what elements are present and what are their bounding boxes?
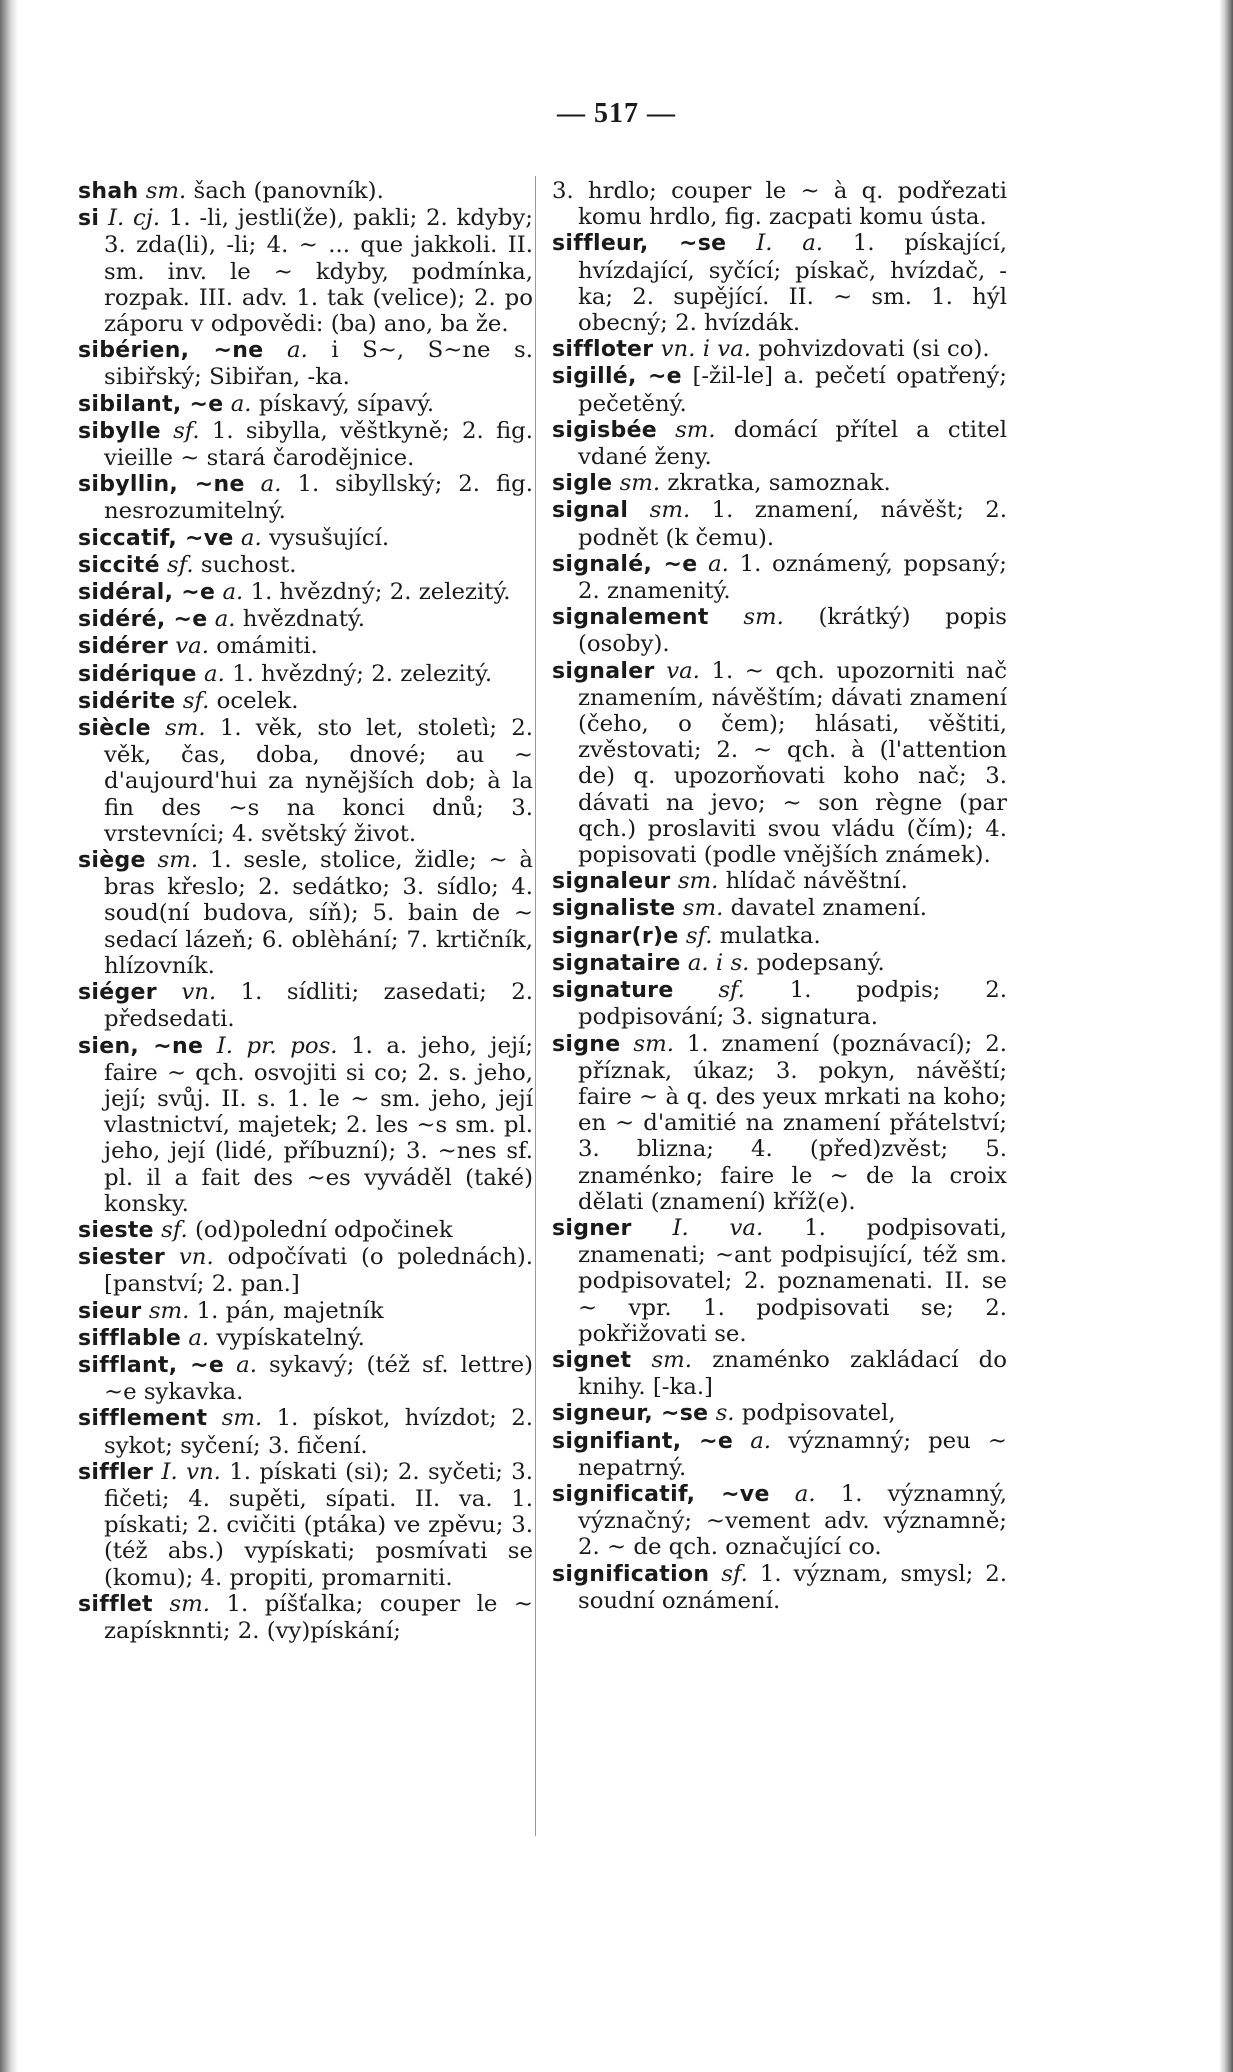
entry-headword: sien, ~ne (78, 1033, 204, 1059)
dictionary-entry (552, 604, 1007, 657)
dictionary-entry (78, 418, 533, 471)
entry-headword: signe (552, 1031, 621, 1057)
entry-definition: odpočívati (o polednách). [panství; 2. pan.] (104, 1244, 534, 1298)
entry-definition: 1. pán, majetník (196, 1297, 384, 1324)
dictionary-entry (78, 1591, 533, 1644)
entry-grammar: sm. (682, 895, 724, 922)
entry-grammar: a. (750, 1427, 772, 1454)
entry-definition: znaménko zakládací do knihy. [-ka.] (578, 1346, 1008, 1401)
entry-grammar: a. (230, 390, 252, 417)
entry-grammar: I. vn. (161, 1458, 221, 1485)
entry-definition: 3. hrdlo; couper le ~ à q. podřezati komu hrdlo, fig. zacpati komu ústa. (552, 178, 1007, 231)
entry-grammar: a. (222, 579, 244, 606)
entry-headword: signaliste (552, 896, 676, 922)
entry-headword: sieur (78, 1298, 142, 1324)
entry-headword: siffler (78, 1459, 154, 1485)
entry-grammar: a. (708, 550, 729, 577)
dictionary-entry (552, 230, 1007, 336)
entry-grammar: sm. (649, 497, 691, 524)
entry-definition: vysušující. (268, 524, 390, 551)
dictionary-entry (78, 579, 533, 606)
dictionary-entry (552, 551, 1007, 604)
entry-definition: 1. sibylla, věštkyně; 2. fig. vieille ~ stará čarodějnice. (104, 417, 533, 472)
entry-definition: ocelek. (216, 687, 299, 714)
entry-grammar: vn. (178, 1244, 214, 1271)
dictionary-entry (552, 977, 1007, 1030)
entry-grammar: I. cj. (108, 205, 161, 232)
scan-edge-right (1219, 0, 1233, 2072)
entry-definition: podepsaný. (756, 949, 885, 976)
entry-definition: 1. význam, smysl; 2. soudní oznámení. (578, 1560, 1008, 1614)
entry-definition: hlídač návěštní. (725, 868, 908, 895)
entry-grammar: sf. (182, 687, 210, 714)
dictionary-entry (78, 391, 533, 418)
entry-headword: sibylle (78, 418, 161, 444)
entry-definition: hvězdnatý. (242, 606, 365, 633)
entry-headword: sibilant, ~e (78, 391, 224, 417)
entry-headword: sieste (78, 1217, 154, 1243)
scan-edge-left (0, 0, 18, 2072)
entry-headword: signifiant, ~e (552, 1428, 734, 1454)
entry-headword: shah (78, 179, 139, 204)
entry-definition: šach (panovník). (193, 178, 384, 204)
dictionary-entry (552, 950, 1007, 977)
entry-definition: 1. podpisovati, znamenati; ~ant podpisující, též sm. podpisovatel; 2. poznamenati. II. se ~ vpr. 1. podpisovati se; 2. pokřižovati se. (578, 1214, 1008, 1347)
entry-definition: pohvizdovati (si co). (758, 336, 990, 363)
entry-definition: 1. věk, sto let, stoletì; 2. věk, čas, doba, dnové; au ~ d'aujourd'hui za nynějších dob; à la fin des ~s na konci dnů; 3. vrstevníci; 4. světský život. (104, 715, 534, 847)
entry-headword: sifflet (78, 1591, 153, 1617)
dictionary-entry (78, 205, 533, 337)
entry-grammar: a. (260, 471, 282, 498)
entry-definition: 1. hvězdný; 2. zelezitý. (232, 660, 493, 687)
dictionary-entry (552, 470, 1007, 497)
entry-definition: podpisovatel, (741, 1400, 896, 1427)
dictionary-entry (78, 1033, 533, 1217)
dictionary-entry (552, 1428, 1007, 1481)
entry-definition: významný; peu ~ nepatrný. (578, 1427, 1008, 1481)
dictionary-entry (552, 923, 1007, 950)
dictionary-entry (78, 847, 533, 979)
dictionary-entry (78, 1298, 533, 1325)
entry-grammar: sm. (633, 1030, 674, 1057)
left-column (78, 178, 533, 1644)
entry-headword: sifflable (78, 1325, 182, 1351)
dictionary-entry (78, 715, 533, 847)
entry-definition: 1. podpis; 2. podpisování; 3. signatura. (578, 977, 1008, 1031)
entry-definition: 1. znamení, návěšt; 2. podnět (k čemu). (578, 497, 1008, 551)
entry-headword: signalement (552, 605, 709, 631)
dictionary-entry (78, 471, 533, 524)
entry-headword: sigisbée (552, 417, 658, 443)
dictionary-entry (552, 336, 1007, 363)
entry-grammar: sm. (677, 868, 719, 895)
entry-grammar: sm. (157, 847, 199, 874)
dictionary-entry (552, 417, 1007, 470)
entry-grammar: sf. (173, 417, 200, 444)
entry-definition: 1. a. jeho, její; faire ~ qch. osvojiti si co; 2. s. jeho, její; svůj. II. s. 1. le ~ sm. jeho, její vlastnictví, majetek; 2. les ~s sm. pl. jeho, její (lidé, příbuzní); 3. ~nes sf. pl. il a fait des ~es vyváděl (také) konsky. (104, 1032, 534, 1217)
entry-definition: suchost. (200, 551, 297, 578)
entry-headword: signaleur (552, 869, 671, 895)
entry-definition: (od)polední odpočinek (194, 1216, 453, 1243)
entry-headword: sigillé, ~e (552, 364, 682, 390)
entry-definition: 1. píšťalka; couper le ~ zapísknnti; 2. (vy)pískání; (104, 1590, 533, 1644)
dictionary-entry (552, 1481, 1007, 1561)
entry-definition: [-žil-le] a. pečetí opatřený; pečetěný. (578, 363, 1007, 417)
entry-grammar: sf. (167, 551, 194, 578)
entry-definition: 1. oznámený, popsaný; 2. znamenitý. (578, 550, 1007, 605)
entry-headword: siffleur, ~se (552, 231, 727, 257)
dictionary-entry (78, 1352, 533, 1405)
entry-grammar: a. (240, 524, 262, 551)
entry-definition: 1. pískati (si); 2. syčeti; 3. fičeti; 4. supěti, sípati. II. va. 1. pískati; 2. cvičiti (ptáka) ve zpěvu; 3. (též abs.) vypískati; posmívati se (komu); 4. propiti, promarniti. (104, 1458, 533, 1591)
entry-definition: sykavý; (též sf. lettre) ~e sykavka. (104, 1351, 533, 1406)
entry-grammar: I. a. (756, 230, 824, 257)
entry-headword: sibérien, ~ne (78, 338, 264, 364)
entry-headword: signal (552, 498, 629, 524)
dictionary-entry (552, 1215, 1007, 1347)
entry-headword: signeur, ~se (552, 1401, 709, 1427)
entry-definition: 1. významný, význačný; ~vement adv. významně; 2. ~ de qch. označující co. (578, 1480, 1008, 1561)
entry-definition: 1. hvězdný; 2. zelezitý. (250, 579, 511, 606)
right-column (552, 178, 1007, 1614)
entry-grammar: sf. (721, 1560, 748, 1587)
entry-grammar: I. va. (672, 1214, 764, 1241)
dictionary-entry (78, 1459, 533, 1591)
dictionary-entry (552, 1400, 1007, 1427)
entry-definition: pískavý, sípavý. (258, 390, 435, 417)
entry-headword: significatif, ~ve (552, 1481, 770, 1507)
entry-definition: davatel znamení. (730, 895, 928, 922)
dictionary-entry (78, 1325, 533, 1352)
entry-headword: signalé, ~e (552, 551, 698, 577)
entry-definition: 1. -li, jestli(že), pakli; 2. kdyby; 3. zda(li), -li; 4. ~ ... que jakkoli. II. sm. inv. le ~ kdyby, podmínka, rozpak. III. adv. 1. tak (velice); 2. po záporu v odpovědi: (ba) ano, ba že. (104, 205, 533, 338)
entry-definition: 1. pískot, hvízdot; 2. sykot; syčení; 3. fičení. (104, 1405, 533, 1459)
dictionary-entry (552, 363, 1007, 416)
entry-grammar: va. (175, 633, 209, 660)
entry-grammar: sf. (718, 977, 745, 1004)
dictionary-entry (78, 1244, 533, 1297)
entry-headword: signaler (552, 658, 655, 684)
dictionary-entry (552, 658, 1007, 869)
dictionary-entry (78, 661, 533, 688)
entry-headword: sidéral, ~e (78, 580, 216, 606)
entry-grammar: vn. i va. (660, 336, 751, 363)
entry-grammar: sm. (619, 470, 661, 497)
entry-grammar: sm. (221, 1405, 263, 1432)
entry-headword: sifflement (78, 1406, 208, 1432)
entry-headword: signer (552, 1215, 632, 1241)
entry-headword: sidérer (78, 634, 169, 660)
entry-grammar: a. (794, 1480, 816, 1507)
dictionary-entry (552, 178, 1007, 230)
entry-headword: si (78, 206, 100, 232)
entry-grammar: sm. (743, 604, 784, 631)
entry-grammar: a. i s. (687, 949, 750, 976)
entry-definition: 1. sibyllský; 2. fig. nesrozumitelný. (104, 471, 534, 525)
entry-definition: zkratka, samoznak. (667, 470, 891, 497)
entry-headword: siècle (78, 716, 151, 742)
entry-grammar: va. (666, 657, 700, 684)
entry-headword: signification (552, 1561, 710, 1587)
entry-grammar: I. pr. pos. (216, 1032, 338, 1059)
entry-headword: sibyllin, ~ne (78, 472, 245, 498)
entry-headword: signature (552, 978, 674, 1004)
entry-grammar: a. (203, 660, 225, 687)
entry-headword: sigle (552, 471, 613, 497)
entry-headword: siffloter (552, 337, 654, 363)
entry-grammar: a. (214, 606, 236, 633)
entry-headword: signet (552, 1347, 632, 1373)
entry-headword: siccité (78, 552, 160, 578)
entry-headword: signataire (552, 950, 681, 976)
entry-grammar: sf. (161, 1216, 188, 1243)
entry-headword: sifflant, ~e (78, 1352, 225, 1378)
entry-grammar: sm. (651, 1346, 693, 1373)
entry-definition: 1. pískající, hvízdající, syčící; pískač, hvízdač, -ka; 2. supějící. II. ~ sm. 1. hýl obecný; 2. hvízdák. (578, 230, 1007, 337)
dictionary-entry (78, 525, 533, 552)
dictionary-entry (78, 606, 533, 633)
dictionary-entry (78, 979, 533, 1032)
entry-definition: 1. znamení (poznávací); 2. příznak, úkaz; 3. pokyn, návěští; faire ~ à q. des yeux mrkati na koho; en ~ d'amitié na znamení přátelství; 3. blizna; 4. (před)zvěst; 5. znaménko; faire le ~ de la croix dělati (znamení) kříž(e). (578, 1030, 1007, 1215)
entry-headword: sidéré, ~e (78, 607, 208, 633)
entry-grammar: sm. (165, 715, 206, 742)
entry-definition: 1. ~ qch. upozorniti nač znamením, návěštím; dávati znamení (čeho, o čem); hlásati, věštiti, zvěstovati; 2. ~ qch. à (l'attention de) q. upozorňovati koho nač; 3. dávati na jevo; ~ son règne (par qch.) proslaviti svou vládu (čím); 4. popisovati (podle vnějších známek). (578, 657, 1008, 869)
dictionary-entry (78, 688, 533, 715)
entry-definition: mulatka. (719, 922, 821, 949)
entry-definition: omámiti. (216, 633, 318, 660)
entry-definition: vypískatelný. (216, 1324, 365, 1351)
dictionary-entry (552, 497, 1007, 550)
dictionary-entry (552, 868, 1007, 895)
dictionary-entry (552, 895, 1007, 922)
entry-grammar: a. (188, 1324, 210, 1351)
dictionary-entry (78, 1405, 533, 1458)
dictionary-entry (78, 1217, 533, 1244)
entry-grammar: a. (236, 1351, 257, 1378)
entry-headword: siester (78, 1245, 166, 1271)
dictionary-entry (78, 552, 533, 579)
entry-grammar: sm. (675, 416, 716, 443)
page-number: — 517 — (557, 98, 676, 129)
entry-grammar: s. (715, 1400, 735, 1427)
entry-headword: siéger (78, 980, 157, 1006)
entry-headword: sidérite (78, 688, 176, 714)
entry-headword: sidérique (78, 661, 197, 687)
dictionary-entry (552, 1031, 1007, 1215)
entry-headword: signar(r)e (552, 923, 679, 949)
entry-grammar: a. (287, 337, 308, 364)
entry-definition: 1. sesle, stolice, židle; ~ à bras křeslo; 2. sedátko; 3. sídlo; 4. soud(ní budova, síň); 5. bain de ~ sedací lázeň; 6. oblèhání; 7. krtičník, hlízovník. (104, 847, 534, 979)
entry-grammar: sm. (145, 178, 187, 204)
dictionary-entry (78, 178, 533, 205)
entry-headword: siccatif, ~ve (78, 525, 234, 551)
column-divider (535, 176, 536, 1836)
entry-grammar: vn. (181, 979, 217, 1006)
entry-definition: domácí přítel a ctitel vdané ženy. (578, 416, 1008, 471)
entry-definition: i S~, S~ne s. sibiřský; Sibiřan, -ka. (104, 337, 533, 391)
entry-grammar: sm. (169, 1590, 210, 1617)
entry-definition: 1. sídliti; zasedati; 2. předsedati. (104, 979, 534, 1033)
entry-grammar: sf. (685, 922, 713, 949)
dictionary-entry (552, 1347, 1007, 1400)
entry-headword: siège (78, 848, 146, 874)
entry-definition: (krátký) popis (osoby). (578, 604, 1008, 658)
dictionary-entry (78, 337, 533, 390)
dictionary-entry (552, 1561, 1007, 1614)
dictionary-entry (78, 633, 533, 660)
entry-grammar: sm. (148, 1297, 190, 1324)
